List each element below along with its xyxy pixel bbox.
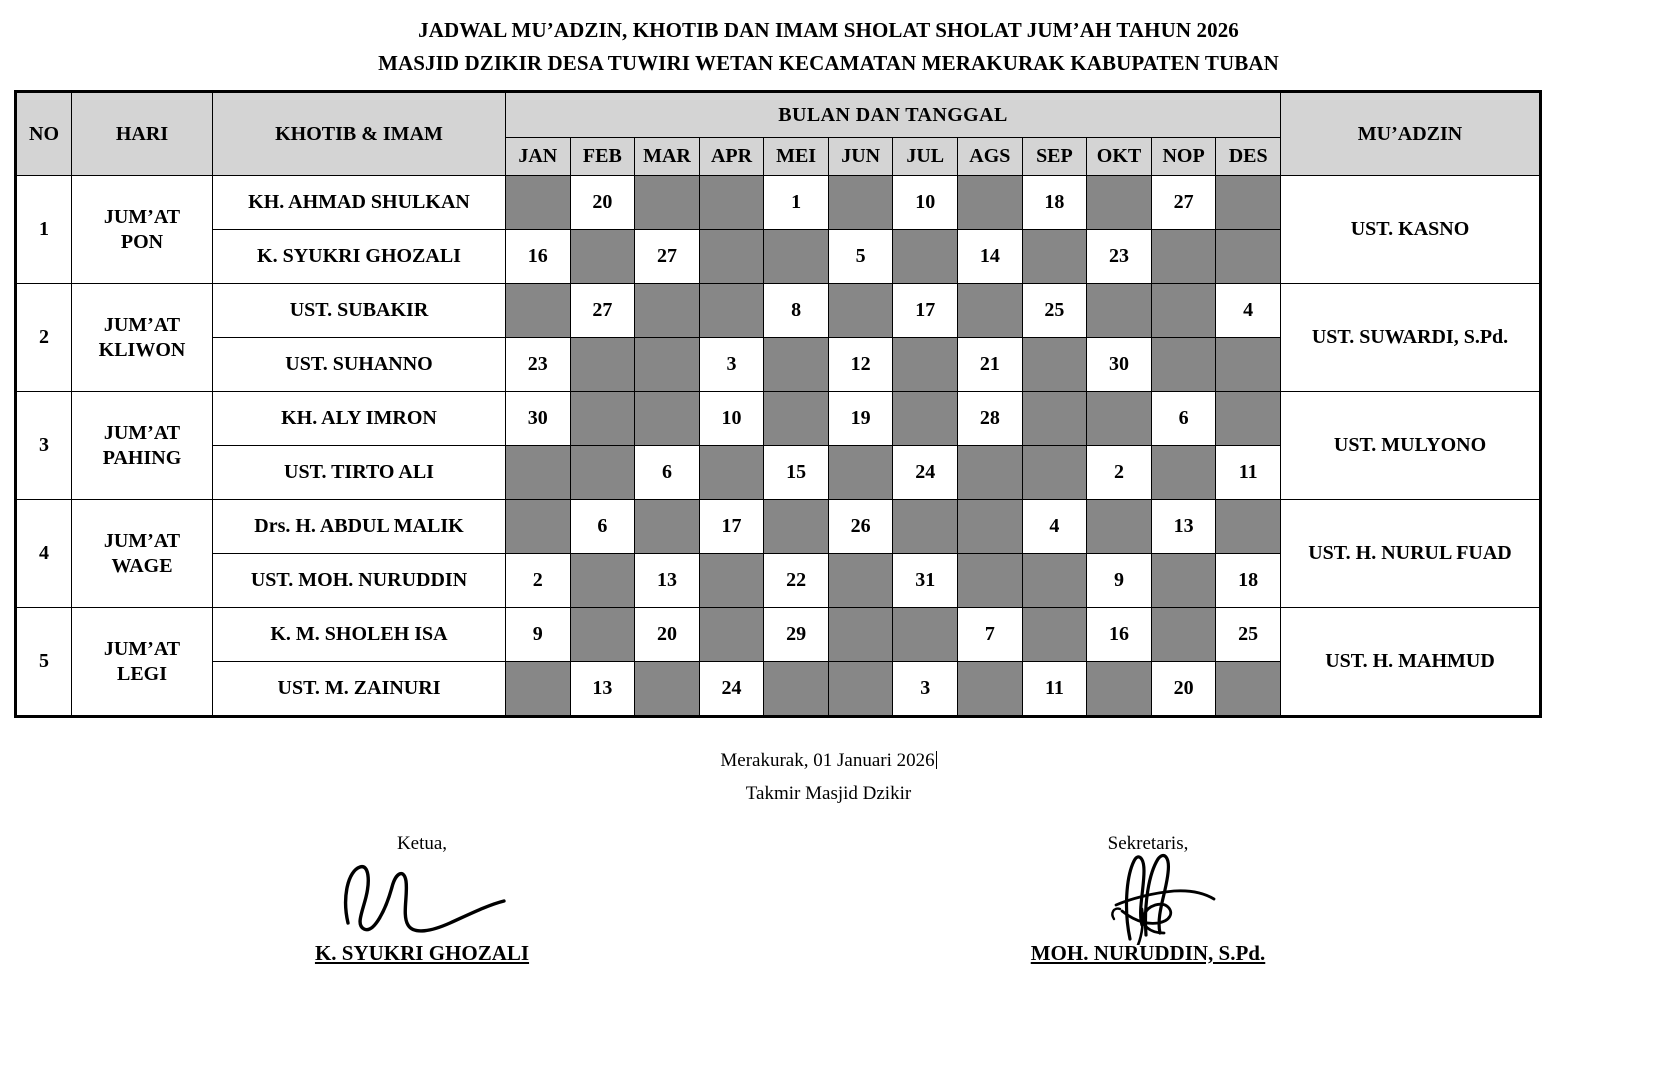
row-number: 5 [16,608,72,717]
row-hari [72,392,213,500]
date-cell: 16 [506,230,571,284]
date-cell-empty [1151,338,1216,392]
date-cell-empty [635,284,700,338]
date-cell-empty [506,500,571,554]
date-cell: 19 [828,392,893,446]
date-cell: 3 [699,338,764,392]
date-cell-empty [506,284,571,338]
row-hari [72,284,213,392]
document-titles [0,0,1657,79]
row-hari [72,608,213,717]
date-cell: 17 [699,500,764,554]
date-cell: 30 [1087,338,1152,392]
muadzin-name: UST. KASNO [1281,176,1541,284]
date-cell: 22 [764,554,829,608]
date-cell: 8 [764,284,829,338]
date-cell-empty [1151,446,1216,500]
date-cell-empty [1022,338,1087,392]
date-cell-empty [764,662,829,717]
table-body [16,176,1541,717]
date-cell-empty [1216,338,1281,392]
date-cell-empty [1087,662,1152,717]
date-cell: 18 [1022,176,1087,230]
row-number: 1 [16,176,72,284]
muadzin-name: UST. H. NURUL FUAD [1281,500,1541,608]
schedule-table-container [14,90,1643,718]
signature-name-sekretaris: MOH. NURUDDIN, S.Pd. [1030,940,1266,965]
muadzin-name: UST. MULYONO [1281,392,1541,500]
date-cell-empty [828,176,893,230]
date-cell: 12 [828,338,893,392]
header-muadzin: MU’ADZIN [1281,92,1541,176]
date-cell-empty [764,338,829,392]
signature-role-sekretaris: Sekretaris, [1107,832,1189,854]
schedule-table [14,90,1542,718]
date-cell: 10 [893,176,958,230]
date-cell: 13 [1151,500,1216,554]
hari-line-2: LEGI [116,662,168,685]
date-cell: 2 [506,554,571,608]
date-cell-empty [1216,662,1281,717]
header-month-mar: MAR [635,138,700,176]
date-cell-empty [764,500,829,554]
date-cell: 13 [570,662,635,717]
date-cell-empty [1087,392,1152,446]
date-cell: 5 [828,230,893,284]
hari-line-1: JUM’AT [103,313,181,336]
date-cell-empty [1022,230,1087,284]
date-cell-empty [570,230,635,284]
date-cell-empty [1216,392,1281,446]
khotib-imam-name: K. M. SHOLEH ISA [213,608,506,662]
signature-block-ketua [212,833,632,966]
khotib-imam-name: UST. M. ZAINURI [213,662,506,717]
date-cell: 30 [506,392,571,446]
date-cell: 23 [506,338,571,392]
header-month-jul: JUL [893,138,958,176]
date-cell-empty [1022,446,1087,500]
date-cell: 29 [764,608,829,662]
date-cell-empty [828,554,893,608]
signature-mark-ketua [212,855,632,941]
date-cell-empty [1151,284,1216,338]
date-cell-empty [699,284,764,338]
signature-mark-sekretaris [938,855,1358,941]
header-bulan-tanggal: BULAN DAN TANGGAL [506,92,1281,138]
khotib-imam-name: K. SYUKRI GHOZALI [213,230,506,284]
date-cell-empty [893,500,958,554]
date-cell: 2 [1087,446,1152,500]
header-khotib-imam: KHOTIB & IMAM [213,92,506,176]
hari-line-1: JUM’AT [103,205,181,228]
date-cell: 23 [1087,230,1152,284]
table-row [16,500,1541,554]
row-hari [72,500,213,608]
muadzin-name: UST. H. MAHMUD [1281,608,1541,717]
signature-name-ketua: K. SYUKRI GHOZALI [314,940,530,965]
header-month-feb: FEB [570,138,635,176]
khotib-imam-name: KH. AHMAD SHULKAN [213,176,506,230]
date-cell-empty [1216,230,1281,284]
date-cell: 4 [1216,284,1281,338]
date-cell: 21 [958,338,1023,392]
date-cell-empty [570,446,635,500]
date-cell: 11 [1216,446,1281,500]
date-cell-empty [699,446,764,500]
date-cell-empty [635,392,700,446]
row-number: 2 [16,284,72,392]
khotib-imam-name: Drs. H. ABDUL MALIK [213,500,506,554]
date-cell: 20 [1151,662,1216,717]
date-cell-empty [506,662,571,717]
header-month-okt: OKT [1087,138,1152,176]
header-month-des: DES [1216,138,1281,176]
date-cell-empty [1087,284,1152,338]
date-cell: 31 [893,554,958,608]
hari-line-1: JUM’AT [103,637,181,660]
hari-line-1: JUM’AT [103,529,181,552]
date-cell-empty [506,176,571,230]
document-footer [0,744,1657,811]
handwritten-signature-icon [1018,849,1278,945]
date-cell-empty [828,608,893,662]
date-cell: 14 [958,230,1023,284]
date-cell-empty [764,230,829,284]
date-cell: 11 [1022,662,1087,717]
table-row [16,176,1541,230]
date-cell-empty [699,230,764,284]
date-cell-empty [958,662,1023,717]
signature-area [0,833,1657,1003]
row-number: 4 [16,500,72,608]
date-cell-empty [958,176,1023,230]
date-cell: 4 [1022,500,1087,554]
date-cell: 6 [1151,392,1216,446]
hari-line-2: KLIWON [98,338,186,361]
title-line-1: JADWAL MU’ADZIN, KHOTIB DAN IMAM SHOLAT SHOLAT JUM’AH TAHUN 2026 [418,18,1239,42]
date-cell: 26 [828,500,893,554]
handwritten-signature-icon [292,849,552,945]
date-cell-empty [828,662,893,717]
date-cell: 7 [958,608,1023,662]
table-row [16,284,1541,338]
header-month-jan: JAN [506,138,571,176]
date-cell: 9 [1087,554,1152,608]
table-head [16,92,1541,176]
date-cell-empty [828,284,893,338]
hari-line-2: PAHING [102,446,182,469]
table-row [16,392,1541,446]
khotib-imam-name: KH. ALY IMRON [213,392,506,446]
date-cell-empty [570,608,635,662]
khotib-imam-name: UST. TIRTO ALI [213,446,506,500]
date-cell: 18 [1216,554,1281,608]
date-cell: 20 [635,608,700,662]
header-month-sep: SEP [1022,138,1087,176]
date-cell: 27 [1151,176,1216,230]
header-row-primary [16,92,1541,138]
hari-line-1: JUM’AT [103,421,181,444]
date-cell-empty [958,500,1023,554]
header-no: NO [16,92,72,176]
title-line-2: MASJID DZIKIR DESA TUWIRI WETAN KECAMATAN MERAKURAK KABUPATEN TUBAN [378,50,1279,75]
footer-place-date-text: Merakurak, 01 Januari 2026 [720,750,935,772]
date-cell-empty [635,338,700,392]
date-cell-empty [958,284,1023,338]
signature-block-sekretaris [938,833,1358,966]
date-cell-empty [570,392,635,446]
row-number: 3 [16,392,72,500]
date-cell-empty [635,500,700,554]
date-cell-empty [764,392,829,446]
footer-place-date [0,744,1657,777]
header-month-jun: JUN [828,138,893,176]
date-cell-empty [828,446,893,500]
header-month-apr: APR [699,138,764,176]
date-cell-empty [1216,176,1281,230]
date-cell-empty [893,230,958,284]
date-cell: 24 [699,662,764,717]
header-month-nop: NOP [1151,138,1216,176]
date-cell: 17 [893,284,958,338]
date-cell: 27 [635,230,700,284]
date-cell-empty [570,554,635,608]
date-cell-empty [699,608,764,662]
date-cell: 6 [635,446,700,500]
header-month-mei: MEI [764,138,829,176]
row-hari [72,176,213,284]
date-cell-empty [1087,500,1152,554]
date-cell-empty [958,446,1023,500]
date-cell: 15 [764,446,829,500]
date-cell-empty [1022,608,1087,662]
date-cell: 20 [570,176,635,230]
hari-line-2: PON [120,230,164,253]
date-cell-empty [1087,176,1152,230]
date-cell: 25 [1022,284,1087,338]
header-hari: HARI [72,92,213,176]
muadzin-name: UST. SUWARDI, S.Pd. [1281,284,1541,392]
khotib-imam-name: UST. MOH. NURUDDIN [213,554,506,608]
date-cell-empty [1151,230,1216,284]
date-cell-empty [1022,392,1087,446]
date-cell: 6 [570,500,635,554]
date-cell: 28 [958,392,1023,446]
date-cell: 10 [699,392,764,446]
footer-organization: Takmir Masjid Dzikir [745,783,912,805]
table-row [16,608,1541,662]
date-cell-empty [1151,554,1216,608]
date-cell-empty [958,554,1023,608]
khotib-imam-name: UST. SUHANNO [213,338,506,392]
khotib-imam-name: UST. SUBAKIR [213,284,506,338]
date-cell: 13 [635,554,700,608]
date-cell: 24 [893,446,958,500]
date-cell-empty [1022,554,1087,608]
text-cursor [936,751,937,769]
date-cell-empty [506,446,571,500]
date-cell: 16 [1087,608,1152,662]
date-cell-empty [699,554,764,608]
date-cell-empty [893,608,958,662]
header-month-ags: AGS [958,138,1023,176]
date-cell: 27 [570,284,635,338]
date-cell-empty [893,338,958,392]
date-cell-empty [893,392,958,446]
date-cell: 25 [1216,608,1281,662]
date-cell: 9 [506,608,571,662]
date-cell-empty [635,662,700,717]
date-cell-empty [570,338,635,392]
signature-role-ketua: Ketua, [396,832,448,854]
date-cell-empty [699,176,764,230]
date-cell: 3 [893,662,958,717]
hari-line-2: WAGE [111,554,173,577]
date-cell: 1 [764,176,829,230]
date-cell-empty [635,176,700,230]
date-cell-empty [1151,608,1216,662]
date-cell-empty [1216,500,1281,554]
